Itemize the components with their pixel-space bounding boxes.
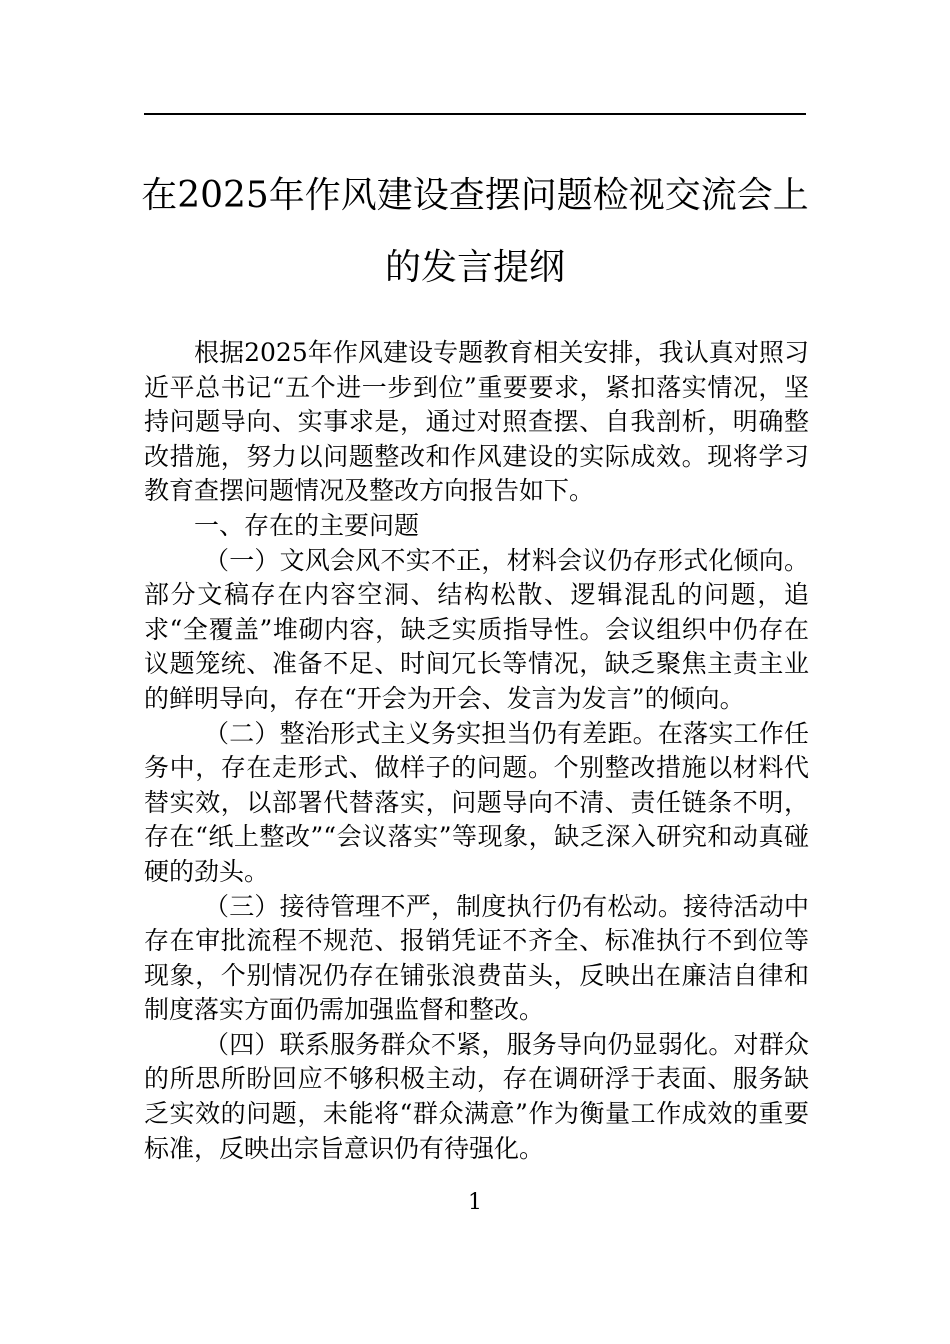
document-body — [144, 336, 809, 1166]
title-line-2: 的发言提纲 — [384, 247, 565, 288]
title-line-1: 在2025年作风建设查摆问题检视交流会上 — [141, 175, 809, 216]
issue-paragraph-3: （三）接待管理不严，制度执行仍有松动。接待活动中存在审批流程不规范、报销凭证不齐全、标准执行不到位等现象，个别情况仍存在铺张浪费苗头，反映出在廉洁自律和制度落实方面仍需加强监督和整改。 — [144, 891, 809, 1025]
issue-paragraph-1: （一）文风会风不实不正，材料会议仍存形式化倾向。部分文稿存在内容空洞、结构松散、逻辑混乱的问题，追求“全覆盖”堆砌内容，缺乏实质指导性。会议组织中仍存在议题笼统、准备不足、时间冗长等情况，缺乏聚焦主责主业的鲜明导向，存在“开会为开会、发言为发言”的倾向。 — [144, 545, 809, 713]
intro-paragraph: 根据2025年作风建设专题教育相关安排，我认真对照习近平总书记“五个进一步到位”重要要求，紧扣落实情况，坚持问题导向、实事求是，通过对照查摆、自我剖析，明确整改措施，努力以问题整改和作风建设的实际成效。现将学习教育查摆问题情况及整改方向报告如下。 — [144, 338, 809, 506]
header-rule — [144, 113, 806, 115]
section-heading: 一、存在的主要问题 — [194, 510, 420, 540]
issue-paragraph-2: （二）整治形式主义务实担当仍有差距。在落实工作任务中，存在走形式、做样子的问题。个别整改措施以材料代替实效，以部署代替落实，问题导向不清、责任链条不明，存在“纸上整改”“会议落实”等现象，缺乏深入研究和动真碰硬的劲头。 — [144, 718, 809, 886]
page-number: 1 — [468, 1190, 482, 1215]
issue-paragraph-4: （四）联系服务群众不紧，服务导向仍显弱化。对群众的所思所盼回应不够积极主动，存在调研浮于表面、服务缺乏实效的问题，未能将“群众满意”作为衡量工作成效的重要标准，反映出宗旨意识仍有待强化。 — [144, 1029, 809, 1163]
document-title — [120, 160, 830, 304]
